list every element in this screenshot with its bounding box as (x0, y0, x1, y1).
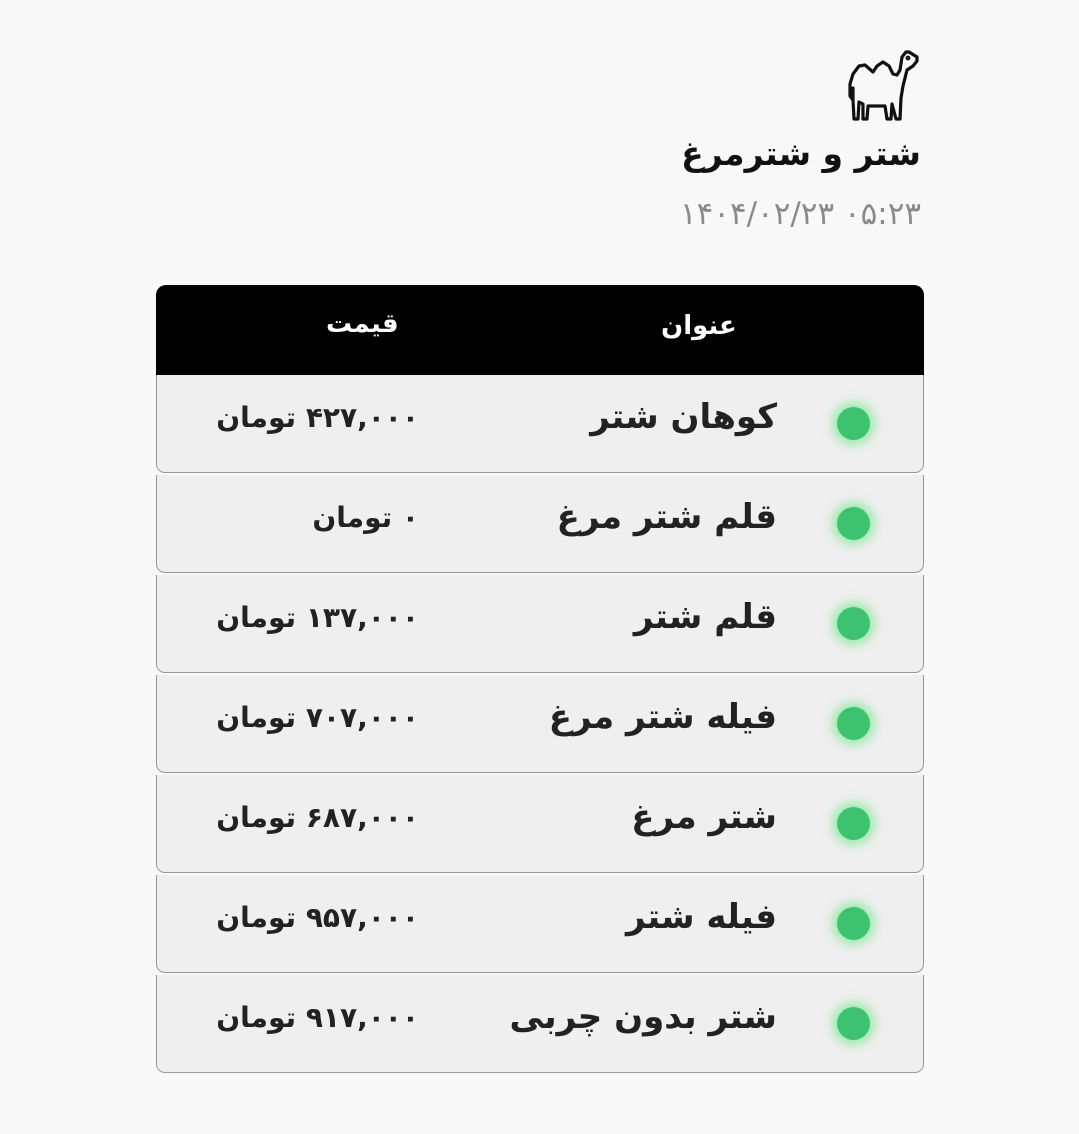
item-name: کوهان شتر (590, 397, 777, 437)
camel-icon (845, 48, 921, 124)
table-row (156, 475, 924, 573)
item-name: شتر بدون چربی (509, 997, 777, 1037)
status-dot-icon (837, 607, 870, 640)
item-price: ۹۱۷,۰۰۰ تومان (216, 1001, 419, 1034)
price-table (156, 285, 924, 1075)
item-name: فیله شتر (626, 897, 777, 937)
item-price: ۱۳۷,۰۰۰ تومان (216, 601, 419, 634)
table-row (156, 775, 924, 873)
item-name: قلم شتر (633, 597, 777, 637)
item-price: ۴۲۷,۰۰۰ تومان (216, 401, 419, 434)
item-price: ۶۸۷,۰۰۰ تومان (216, 801, 419, 834)
table-row (156, 575, 924, 673)
item-price: ۹۵۷,۰۰۰ تومان (216, 901, 419, 934)
table-header (156, 285, 924, 375)
status-dot-icon (837, 807, 870, 840)
table-row (156, 975, 924, 1073)
page-header (421, 48, 921, 233)
status-dot-icon (837, 507, 870, 540)
page-title: شتر و شترمرغ (681, 134, 921, 173)
status-dot-icon (837, 707, 870, 740)
item-price: ۰ تومان (312, 501, 419, 534)
item-name: قلم شتر مرغ (556, 497, 777, 537)
item-name: شتر مرغ (631, 797, 777, 837)
status-dot-icon (837, 407, 870, 440)
table-row (156, 375, 924, 473)
column-header-price: قیمت (326, 309, 399, 339)
item-price: ۷۰۷,۰۰۰ تومان (216, 701, 419, 734)
update-datetime: ۰۵:۲۳ ۱۴۰۴/۰۲/۲۳ (680, 195, 921, 232)
table-row (156, 675, 924, 773)
item-name: فیله شتر مرغ (548, 697, 777, 737)
column-header-title: عنوان (661, 311, 737, 341)
table-row (156, 875, 924, 973)
status-dot-icon (837, 1007, 870, 1040)
status-dot-icon (837, 907, 870, 940)
